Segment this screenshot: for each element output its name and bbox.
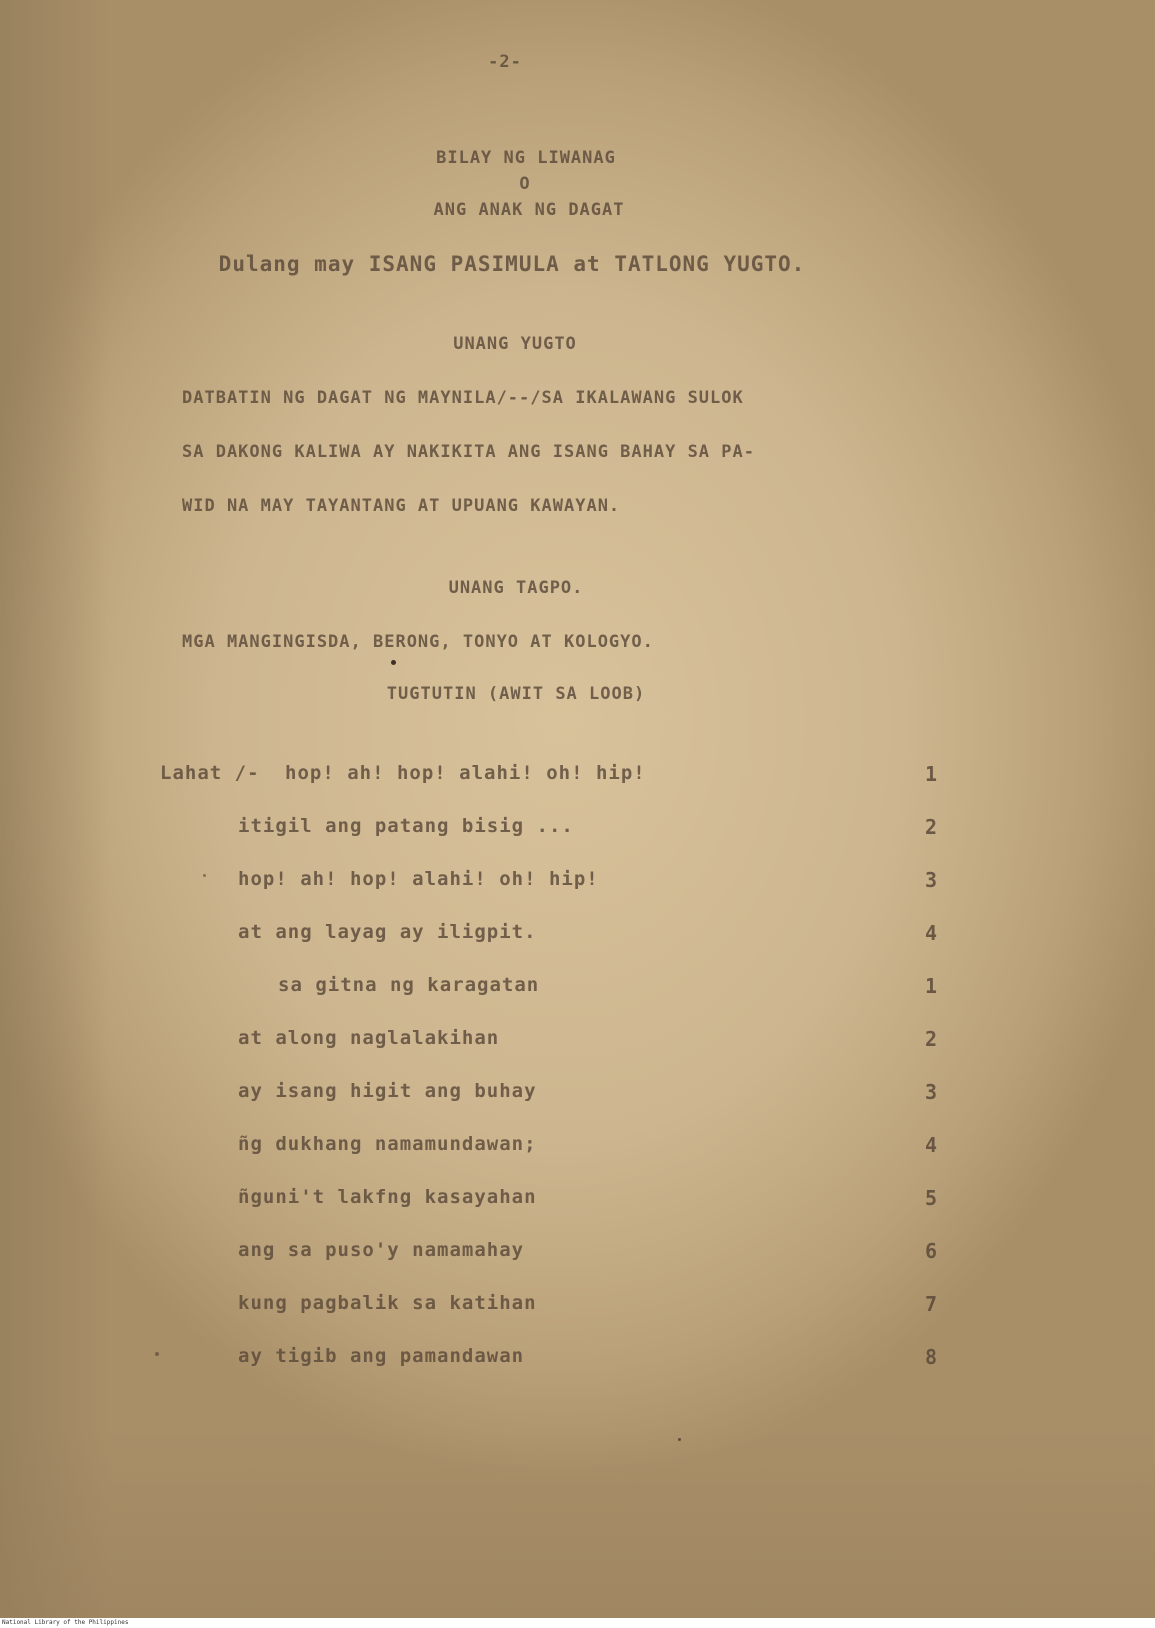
footer-credit: National Library of the Philippines [2, 1619, 129, 1626]
verse-line: kung pagbalik sa katihan [238, 1292, 537, 1314]
verse-line: hop! ah! hop! alahi! oh! hip! [285, 762, 646, 784]
verse-number: 3 [925, 868, 938, 892]
title-line-1: BILAY NG LIWANAG [436, 148, 616, 168]
verse-line: ang sa puso'y namamahay [238, 1239, 525, 1261]
verse-number: 4 [925, 921, 938, 945]
verse-line: sa gitna ng karagatan [278, 974, 540, 996]
page-shadow-bottom [0, 1428, 1155, 1618]
verse-line: ñg dukhang namamundawan; [238, 1133, 537, 1155]
verse-line: at along naglalakihan [238, 1027, 500, 1049]
verse-number: 5 [925, 1186, 938, 1210]
scene-heading: UNANG TAGPO. [448, 578, 584, 598]
verse-number: 2 [925, 815, 938, 839]
setting-line: WID NA MAY TAYANTANG AT UPUANG KAWAYAN. [182, 496, 621, 516]
ink-speck [678, 1438, 681, 1441]
verse-number: 8 [925, 1345, 938, 1369]
speaker-label: Lahat /- [160, 762, 260, 784]
setting-line: SA DAKONG KALIWA AY NAKIKITA ANG ISANG BAHAY SA PA- [182, 442, 755, 462]
verse-line: itigil ang patang bisig ... [238, 815, 574, 837]
verse-number: 1 [925, 974, 938, 998]
title-connector: O [519, 174, 531, 194]
verse-line: ay tigib ang pamandawan [238, 1345, 525, 1367]
verse-number: 2 [925, 1027, 938, 1051]
page-shadow-left [0, 0, 110, 1618]
song-heading: TUGTUTIN (AWIT SA LOOB) [386, 684, 646, 704]
ink-speck [391, 660, 396, 665]
characters-line: MGA MANGINGISDA, BERONG, TONYO AT KOLOGYO. [182, 632, 654, 652]
verse-number: 6 [925, 1239, 938, 1263]
verse-number: 4 [925, 1133, 938, 1157]
setting-line: DATBATIN NG DAGAT NG MAYNILA/--/SA IKALAWANG SULOK [182, 388, 744, 408]
title-line-2: ANG ANAK NG DAGAT [433, 200, 625, 220]
subtitle: Dulang may ISANG PASIMULA at TATLONG YUGTO. [218, 252, 806, 276]
verse-number: 3 [925, 1080, 938, 1104]
act-heading: UNANG YUGTO [453, 334, 577, 354]
verse-line: ñguni't lakfng kasayahan [238, 1186, 537, 1208]
verse-line: hop! ah! hop! alahi! oh! hip! [238, 868, 599, 890]
ink-speck [155, 1352, 159, 1356]
ink-speck [203, 874, 206, 877]
page-number: -2- [488, 52, 522, 72]
verse-number: 1 [925, 762, 938, 786]
verse-line: at ang layag ay iligpit. [238, 921, 537, 943]
verse-number: 7 [925, 1292, 938, 1316]
verse-line: ay isang higit ang buhay [238, 1080, 537, 1102]
